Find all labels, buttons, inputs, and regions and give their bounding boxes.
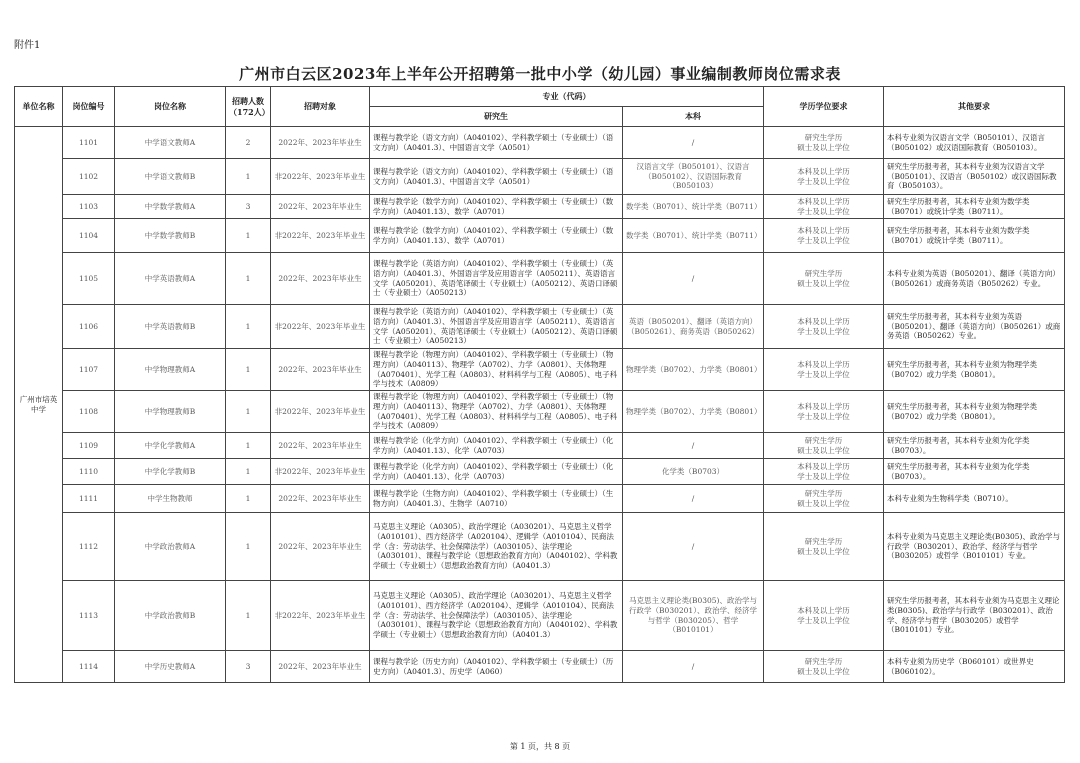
table-row bbox=[15, 459, 1065, 485]
table-row bbox=[15, 159, 1065, 195]
degree-cell: 本科及以上学历 学士及以上学位 bbox=[764, 195, 884, 219]
unit-name-cell: 广州市培英中学 bbox=[15, 127, 63, 683]
post-count-cell: 1 bbox=[226, 459, 271, 485]
degree-cell: 本科及以上学历 学士及以上学位 bbox=[764, 459, 884, 485]
post-code-cell: 1111 bbox=[63, 485, 115, 513]
post-code-cell: 1105 bbox=[63, 253, 115, 305]
table-row bbox=[15, 651, 1065, 683]
post-name-cell: 中学生物教师 bbox=[115, 485, 226, 513]
undergraduate-major-cell: 化学类（B0703） bbox=[623, 459, 764, 485]
graduate-major-cell: 课程与教学论（化学方向）（A040102）、学科教学硕士（专业硕士）（化学方向）（A0401.13）、化学（A0703） bbox=[370, 433, 623, 459]
degree-cell: 研究生学历 硕士及以上学位 bbox=[764, 253, 884, 305]
target-cell: 2022年、2023年毕业生 bbox=[271, 433, 370, 459]
degree-cell: 研究生学历 硕士及以上学位 bbox=[764, 513, 884, 581]
table-row bbox=[15, 581, 1065, 651]
post-count-cell: 1 bbox=[226, 219, 271, 253]
post-code-cell: 1101 bbox=[63, 127, 115, 159]
target-cell: 非2022年、2023年毕业生 bbox=[271, 459, 370, 485]
target-cell: 非2022年、2023年毕业生 bbox=[271, 391, 370, 433]
header-count: 招聘人数 （172人） bbox=[226, 87, 271, 127]
graduate-major-cell: 课程与教学论（语文方向）（A040102）、学科教学硕士（专业硕士）（语文方向）（A0401.3）、中国语言文学（A0501） bbox=[370, 159, 623, 195]
undergraduate-major-cell: / bbox=[623, 127, 764, 159]
header-name: 岗位名称 bbox=[115, 87, 226, 127]
undergraduate-major-cell: / bbox=[623, 253, 764, 305]
graduate-major-cell: 课程与教学论（数学方向）（A040102）、学科教学硕士（专业硕士）（数学方向）（A0401.13）、数学（A0701） bbox=[370, 219, 623, 253]
post-code-cell: 1112 bbox=[63, 513, 115, 581]
other-requirements-cell: 研究生学历报考者，其本科专业须为数学类（B0701）或统计学类（B0711）。 bbox=[884, 195, 1065, 219]
other-requirements-cell: 研究生学历报考者，其本科专业须为物理学类（B0702）或力学类（B0801）。 bbox=[884, 391, 1065, 433]
degree-cell: 本科及以上学历 学士及以上学位 bbox=[764, 219, 884, 253]
header-undergraduate: 本科 bbox=[623, 107, 764, 127]
header-major: 专业（代码） bbox=[370, 87, 764, 107]
post-name-cell: 中学英语教师B bbox=[115, 305, 226, 349]
degree-cell: 本科及以上学历 学士及以上学位 bbox=[764, 391, 884, 433]
graduate-major-cell: 马克思主义理论（A0305）、政治学理论（A030201）、马克思主义哲学（A010101）、西方经济学（A020104）、逻辑学（A010104）、民商法学（含：劳动法学、社会保障法学）（A030105）、法学理论（A030101）、课程与教学论（思想政治教育方向）（A040102）、学科教学硕士（专业硕士）（思想政治教育方向）（A0401.3） bbox=[370, 581, 623, 651]
undergraduate-major-cell: 物理学类（B0702）、力学类（B0801） bbox=[623, 391, 764, 433]
undergraduate-major-cell: 马克思主义理论类(B0305)、政治学与行政学（B030201）、政治学、经济学与哲学（B030205）、哲学（B010101） bbox=[623, 581, 764, 651]
post-count-cell: 3 bbox=[226, 651, 271, 683]
post-code-cell: 1103 bbox=[63, 195, 115, 219]
post-count-cell: 2 bbox=[226, 127, 271, 159]
header-degree: 学历学位要求 bbox=[764, 87, 884, 127]
table-row bbox=[15, 349, 1065, 391]
other-requirements-cell: 本科专业须为马克思主义理论类(B0305)、政治学与行政学（B030201）、政治学、经济学与哲学（B030205）或哲学（B010101）专业。 bbox=[884, 513, 1065, 581]
degree-cell: 本科及以上学历 学士及以上学位 bbox=[764, 159, 884, 195]
header-target: 招聘对象 bbox=[271, 87, 370, 127]
target-cell: 2022年、2023年毕业生 bbox=[271, 195, 370, 219]
post-name-cell: 中学化学教师A bbox=[115, 433, 226, 459]
target-cell: 非2022年、2023年毕业生 bbox=[271, 305, 370, 349]
graduate-major-cell: 马克思主义理论（A0305）、政治学理论（A030201）、马克思主义哲学（A010101）、西方经济学（A020104）、逻辑学（A010104）、民商法学（含：劳动法学、社会保障法学）（A030105）、法学理论（A030101）、课程与教学论（思想政治教育方向）（A040102）、学科教学硕士（专业硕士）（思想政治教育方向）（A0401.3） bbox=[370, 513, 623, 581]
post-name-cell: 中学政治教师A bbox=[115, 513, 226, 581]
attachment-label: 附件1 bbox=[14, 40, 41, 51]
graduate-major-cell: 课程与教学论（生物方向）（A040102）、学科教学硕士（专业硕士）（生物方向）（A0401.3）、生物学（A0710） bbox=[370, 485, 623, 513]
post-code-cell: 1114 bbox=[63, 651, 115, 683]
post-count-cell: 1 bbox=[226, 581, 271, 651]
graduate-major-cell: 课程与教学论（物理方向）（A040102）、学科教学硕士（专业硕士）（物理方向）（A040113）、物理学（A0702）、力学（A0801）、天体物理（A070401）、光学工程（A0803）、材料科学与工程（A0805）、电子科学与技术（A0809） bbox=[370, 391, 623, 433]
post-code-cell: 1113 bbox=[63, 581, 115, 651]
post-name-cell: 中学历史教师A bbox=[115, 651, 226, 683]
post-code-cell: 1108 bbox=[63, 391, 115, 433]
table-row bbox=[15, 513, 1065, 581]
graduate-major-cell: 课程与教学论（物理方向）（A040102）、学科教学硕士（专业硕士）（物理方向）（A040113）、物理学（A0702）、力学（A0801）、天体物理（A070401）、光学工程（A0803）、材料科学与工程（A0805）、电子科学与技术（A0809） bbox=[370, 349, 623, 391]
target-cell: 非2022年、2023年毕业生 bbox=[271, 581, 370, 651]
post-code-cell: 1104 bbox=[63, 219, 115, 253]
page-footer: 第 1 页，共 8 页 bbox=[509, 742, 571, 751]
degree-cell: 研究生学历 硕士及以上学位 bbox=[764, 485, 884, 513]
target-cell: 2022年、2023年毕业生 bbox=[271, 485, 370, 513]
post-count-cell: 1 bbox=[226, 485, 271, 513]
target-cell: 2022年、2023年毕业生 bbox=[271, 349, 370, 391]
post-code-cell: 1110 bbox=[63, 459, 115, 485]
post-name-cell: 中学政治教师B bbox=[115, 581, 226, 651]
post-count-cell: 1 bbox=[226, 391, 271, 433]
other-requirements-cell: 研究生学历报考者，其本科专业须为马克思主义理论类(B0305)、政治学与行政学（B030201）、政治学、经济学与哲学（B030205）或哲学（B010101）专业。 bbox=[884, 581, 1065, 651]
undergraduate-major-cell: / bbox=[623, 485, 764, 513]
table-row bbox=[15, 195, 1065, 219]
post-count-cell: 3 bbox=[226, 195, 271, 219]
post-code-cell: 1109 bbox=[63, 433, 115, 459]
post-count-cell: 1 bbox=[226, 349, 271, 391]
undergraduate-major-cell: 英语（B050201）、翻译（英语方向）（B050261）、商务英语（B050262） bbox=[623, 305, 764, 349]
post-count-cell: 1 bbox=[226, 253, 271, 305]
table-row bbox=[15, 391, 1065, 433]
header-graduate: 研究生 bbox=[370, 107, 623, 127]
other-requirements-cell: 本科专业须为生物科学类（B0710）。 bbox=[884, 485, 1065, 513]
post-count-cell: 1 bbox=[226, 513, 271, 581]
post-code-cell: 1107 bbox=[63, 349, 115, 391]
undergraduate-major-cell: 数学类（B0701）、统计学类（B0711） bbox=[623, 219, 764, 253]
other-requirements-cell: 研究生学历报考者，其本科专业须为化学类（B0703）。 bbox=[884, 459, 1065, 485]
undergraduate-major-cell: 汉语言文学（B050101）、汉语言（B050102）、汉语国际教育（B050103） bbox=[623, 159, 764, 195]
other-requirements-cell: 研究生学历报考者，其本科专业须为英语（B050201）、翻译（英语方向）（B050261）或商务英语（B050262）专业。 bbox=[884, 305, 1065, 349]
table-row bbox=[15, 253, 1065, 305]
undergraduate-major-cell: / bbox=[623, 513, 764, 581]
post-name-cell: 中学物理教师A bbox=[115, 349, 226, 391]
post-name-cell: 中学英语教师A bbox=[115, 253, 226, 305]
document-title: 广州市白云区2023年上半年公开招聘第一批中小学（幼儿园）事业编制教师岗位需求表 bbox=[239, 65, 841, 83]
target-cell: 非2022年、2023年毕业生 bbox=[271, 159, 370, 195]
table-row bbox=[15, 127, 1065, 159]
graduate-major-cell: 课程与教学论（英语方向）（A040102）、学科教学硕士（专业硕士）（英语方向）（A0401.3）、外国语言学及应用语言学（A050211）、英语语言文学（A050201）、英语笔译硕士（专业硕士）（A050212）、英语口译硕士（专业硕士）（A050213） bbox=[370, 305, 623, 349]
undergraduate-major-cell: / bbox=[623, 651, 764, 683]
post-name-cell: 中学语文教师A bbox=[115, 127, 226, 159]
other-requirements-cell: 本科专业须为汉语言文学（B050101）、汉语言（B050102）或汉语国际教育（B050103）。 bbox=[884, 127, 1065, 159]
other-requirements-cell: 研究生学历报考者，其本科专业须为汉语言文学（B050101）、汉语言（B050102）或汉语国际教育（B050103）。 bbox=[884, 159, 1065, 195]
header-unit: 单位名称 bbox=[15, 87, 63, 127]
graduate-major-cell: 课程与教学论（数学方向）（A040102）、学科教学硕士（专业硕士）（数学方向）（A0401.13）、数学（A0701） bbox=[370, 195, 623, 219]
post-count-cell: 1 bbox=[226, 159, 271, 195]
header-code: 岗位编号 bbox=[63, 87, 115, 127]
table-row bbox=[15, 305, 1065, 349]
post-name-cell: 中学语文教师B bbox=[115, 159, 226, 195]
target-cell: 2022年、2023年毕业生 bbox=[271, 513, 370, 581]
graduate-major-cell: 课程与教学论（语文方向）（A040102）、学科教学硕士（专业硕士）（语文方向）（A0401.3）、中国语言文学（A0501） bbox=[370, 127, 623, 159]
degree-cell: 研究生学历 硕士及以上学位 bbox=[764, 127, 884, 159]
other-requirements-cell: 本科专业须为英语（B050201）、翻译（英语方向）（B050261）或商务英语（B050262）专业。 bbox=[884, 253, 1065, 305]
table-row bbox=[15, 433, 1065, 459]
other-requirements-cell: 本科专业须为历史学（B060101）或世界史（B060102）。 bbox=[884, 651, 1065, 683]
graduate-major-cell: 课程与教学论（历史方向）（A040102）、学科教学硕士（专业硕士）（历史方向）（A0401.3）、历史学（A060） bbox=[370, 651, 623, 683]
undergraduate-major-cell: 物理学类（B0702）、力学类（B0801） bbox=[623, 349, 764, 391]
other-requirements-cell: 研究生学历报考者，其本科专业须为化学类（B0703）。 bbox=[884, 433, 1065, 459]
post-name-cell: 中学数学教师A bbox=[115, 195, 226, 219]
degree-cell: 本科及以上学历 学士及以上学位 bbox=[764, 349, 884, 391]
degree-cell: 研究生学历 硕士及以上学位 bbox=[764, 433, 884, 459]
table-row bbox=[15, 219, 1065, 253]
degree-cell: 研究生学历 硕士及以上学位 bbox=[764, 651, 884, 683]
undergraduate-major-cell: / bbox=[623, 433, 764, 459]
post-code-cell: 1102 bbox=[63, 159, 115, 195]
degree-cell: 本科及以上学历 学士及以上学位 bbox=[764, 581, 884, 651]
undergraduate-major-cell: 数学类（B0701）、统计学类（B0711） bbox=[623, 195, 764, 219]
degree-cell: 本科及以上学历 学士及以上学位 bbox=[764, 305, 884, 349]
post-name-cell: 中学物理教师B bbox=[115, 391, 226, 433]
post-name-cell: 中学数学教师B bbox=[115, 219, 226, 253]
table-row bbox=[15, 485, 1065, 513]
graduate-major-cell: 课程与教学论（英语方向）（A040102）、学科教学硕士（专业硕士）（英语方向）（A0401.3）、外国语言学及应用语言学（A050211）、英语语言文学（A050201）、英语笔译硕士（专业硕士）（A050212）、英语口译硕士（专业硕士）（A050213） bbox=[370, 253, 623, 305]
header-other: 其他要求 bbox=[884, 87, 1065, 127]
target-cell: 2022年、2023年毕业生 bbox=[271, 253, 370, 305]
target-cell: 非2022年、2023年毕业生 bbox=[271, 219, 370, 253]
other-requirements-cell: 研究生学历报考者，其本科专业须为物理学类（B0702）或力学类（B0801）。 bbox=[884, 349, 1065, 391]
target-cell: 2022年、2023年毕业生 bbox=[271, 651, 370, 683]
graduate-major-cell: 课程与教学论（化学方向）（A040102）、学科教学硕士（专业硕士）（化学方向）（A0401.13）、化学（A0703） bbox=[370, 459, 623, 485]
recruitment-table bbox=[14, 86, 1065, 683]
other-requirements-cell: 研究生学历报考者，其本科专业须为数学类（B0701）或统计学类（B0711）。 bbox=[884, 219, 1065, 253]
post-count-cell: 1 bbox=[226, 305, 271, 349]
post-name-cell: 中学化学教师B bbox=[115, 459, 226, 485]
post-count-cell: 1 bbox=[226, 433, 271, 459]
post-code-cell: 1106 bbox=[63, 305, 115, 349]
target-cell: 2022年、2023年毕业生 bbox=[271, 127, 370, 159]
